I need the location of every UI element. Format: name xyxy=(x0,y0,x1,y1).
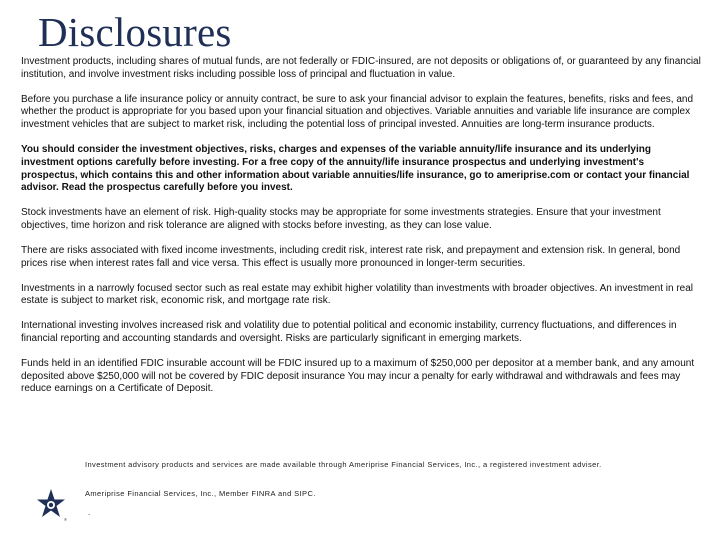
disclosure-paragraph-sector: Investments in a narrowly focused sector such as real estate may exhibit higher volatility than investments with broader objectives. An investment in real estate is subject to market risk, economic risk, and mortgage rate risk. xyxy=(21,282,693,307)
page-title: Disclosures xyxy=(38,9,232,55)
disclosure-paragraph-fdic: Funds held in an identified FDIC insurable account will be FDIC insured up to a maximum of $250,000 per depositor at a member bank, and any amount deposited above $250,000 will not be covered by FDIC deposit insurance You may incur a penalty for early withdrawal and withdrawals and fees may reduce earnings on a Certificate of Deposit. xyxy=(21,358,695,395)
ameriprise-star-icon xyxy=(33,487,69,523)
svg-text:®: ® xyxy=(64,517,67,522)
member-note: Ameriprise Financial Services, Inc., Member FINRA and SIPC. xyxy=(85,489,316,498)
disclosure-paragraph-prospectus: You should consider the investment objectives, risks, charges and expenses of the variable annuity/life insurance and its underlying investment options carefully before investing. For a free copy of the annuity/life insurance prospectus and underlying investment's prospectus, which contains this and other information about variable annuities/life insurance, go to ameriprise.com or contact your financial advisor. Read the prospectus carefully before you invest. xyxy=(21,144,690,194)
advisory-note: Investment advisory products and services are made available through Ameriprise Financial Services, Inc., a registered investment adviser. xyxy=(85,460,602,469)
trailing-mark: . xyxy=(88,508,91,517)
disclosure-body xyxy=(21,56,701,408)
disclosure-paragraph-stocks: Stock investments have an element of risk. High-quality stocks may be appropriate for some investments strategies. Ensure that your investment objectives, time horizon and risk tolerance are aligned with stocks before investing, as they can lose value. xyxy=(21,207,661,231)
disclosure-paragraph-international: International investing involves increased risk and volatility due to potential political and economic instability, currency fluctuations, and differences in financial reporting and accounting standards and oversight. Risks are particularly significant in emerging markets. xyxy=(21,320,677,345)
disclosure-paragraph-investment-products: Investment products, including shares of mutual funds, are not federally or FDIC-insured, are not deposits or obligations of, or guaranteed by any financial institution, and involve investment risks including possible loss of principal and fluctuation in value. xyxy=(21,56,701,80)
disclosure-paragraph-life-insurance: Before you purchase a life insurance policy or annuity contract, be sure to ask your financial advisor to explain the features, benefits, risks and fees, and whether the product is appropriate for you based upon your financial situation and objectives. Variable annuities and variable life insurance are complex investment vehicles that are subject to market risk, including the potential loss of principal invested. Annuities are long-term insurance products. xyxy=(21,93,694,131)
disclosure-paragraph-fixed-income: There are risks associated with fixed income investments, including credit risk, interest rate risk, and prepayment and extension risk. In general, bond prices rise when interest rates fall and vice versa. This effect is usually more pronounced in longer-term securities. xyxy=(21,244,681,269)
